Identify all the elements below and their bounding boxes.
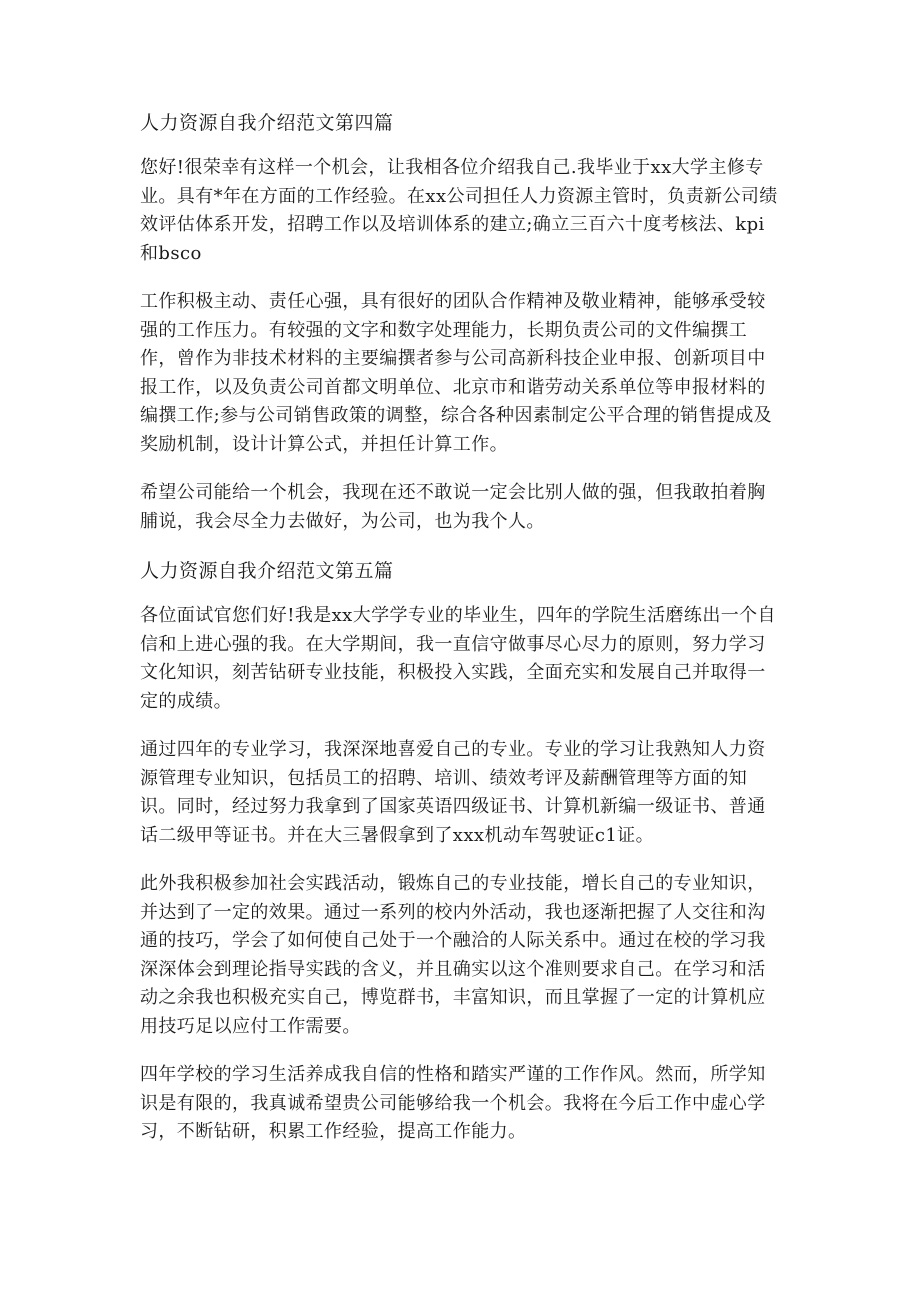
- text-line: 各位面试官您们好!我是xx大学学专业的毕业生，四年的学院生活磨练出一个自: [140, 605, 776, 626]
- text-line: 深深体会到理论指导实践的含义，并且确实以这个准则要求自己。在学习和活: [140, 958, 766, 980]
- text-line: 效评估体系开发，招聘工作以及培训体系的建立;确立三百六十度考核法、kpi: [140, 214, 765, 235]
- section-title: 人力资源自我介绍范文第四篇: [140, 112, 394, 134]
- paragraph: [140, 736, 780, 850]
- text-line: 并达到了一定的效果。通过一系列的校内外活动，我也逐渐把握了人交往和沟: [140, 901, 766, 923]
- paragraph: [140, 288, 780, 459]
- text-line: 脯说，我会尽全力去做好，为公司，也为我个人。: [140, 510, 545, 532]
- document-page: [140, 108, 780, 1167]
- text-line: 此外我积极参加社会实践活动，锻炼自己的专业技能，增长自己的专业知识，: [140, 873, 766, 894]
- section-title: 人力资源自我介绍范文第五篇: [140, 560, 394, 582]
- text-line: 话二级甲等证书。并在大三暑假拿到了xxx机动车驾驶证c1证。: [140, 824, 654, 846]
- text-line: 强的工作压力。有较强的文字和数字处理能力，长期负责公司的文件编撰工: [140, 319, 748, 341]
- text-line: 您好!很荣幸有这样一个机会，让我相各位介绍我自己.我毕业于xx大学主修专: [140, 157, 764, 178]
- text-line: 业。具有*年在方面的工作经验。在xx公司担任人力资源主管时，负责新公司绩: [140, 185, 778, 207]
- text-line: 通过四年的专业学习，我深深地喜爱自己的专业。专业的学习让我熟知人力资: [140, 739, 766, 760]
- text-line: 四年学校的学习生活养成我自信的性格和踏实严谨的工作作风。然而，所学知: [140, 1064, 766, 1085]
- text-line: 定的成绩。: [140, 690, 232, 712]
- text-line: 源管理专业知识，包括员工的招聘、培训、绩效考评及薪酬管理等方面的知: [140, 767, 748, 789]
- text-line: 识是有限的，我真诚希望贵公司能够给我一个机会。我将在今后工作中虚心学: [140, 1092, 766, 1114]
- paragraph: [140, 602, 780, 716]
- paragraph: [140, 870, 780, 1041]
- text-line: 奖励机制，设计计算公式，并担任计算工作。: [140, 433, 508, 455]
- text-line: 文化知识，刻苦钻研专业技能，积极投入实践，全面充实和发展自己并取得一: [140, 662, 766, 683]
- text-line: 编撰工作;参与公司销售政策的调整，综合各种因素制定公平合理的销售提成及: [140, 405, 773, 426]
- paragraph: [140, 1061, 780, 1147]
- text-line: 报工作，以及负责公司首都文明单位、北京市和谐劳动关系单位等申报材料的: [140, 376, 766, 398]
- text-line: 动之余我也积极充实自己，博览群书，丰富知识，而且掌握了一定的计算机应: [140, 987, 766, 1008]
- text-line: 工作积极主动、责任心强，具有很好的团队合作精神及敬业精神，能够承受较: [140, 291, 766, 312]
- text-line: 信和上进心强的我。在大学期间，我一直信守做事尽心尽力的原则，努力学习: [140, 633, 766, 655]
- text-line: 通的技巧，学会了如何使自己处于一个融洽的人际关系中。通过在校的学习我: [140, 930, 766, 951]
- text-line: 希望公司能给一个机会，我现在还不敢说一定会比别人做的强，但我敢拍着胸: [140, 482, 766, 503]
- text-line: 和bsco: [140, 242, 202, 264]
- text-line: 作，曾作为非技术材料的主要编撰者参与公司高新科技企业申报、创新项目中: [140, 348, 766, 369]
- text-line: 习，不断钻研，积累工作经验，提高工作能力。: [140, 1121, 527, 1142]
- text-line: 用技巧足以应付工作需要。: [140, 1015, 361, 1037]
- paragraph: [140, 479, 780, 536]
- paragraph: [140, 154, 780, 268]
- text-line: 识。同时，经过努力我拿到了国家英语四级证书、计算机新编一级证书、普通: [140, 796, 766, 817]
